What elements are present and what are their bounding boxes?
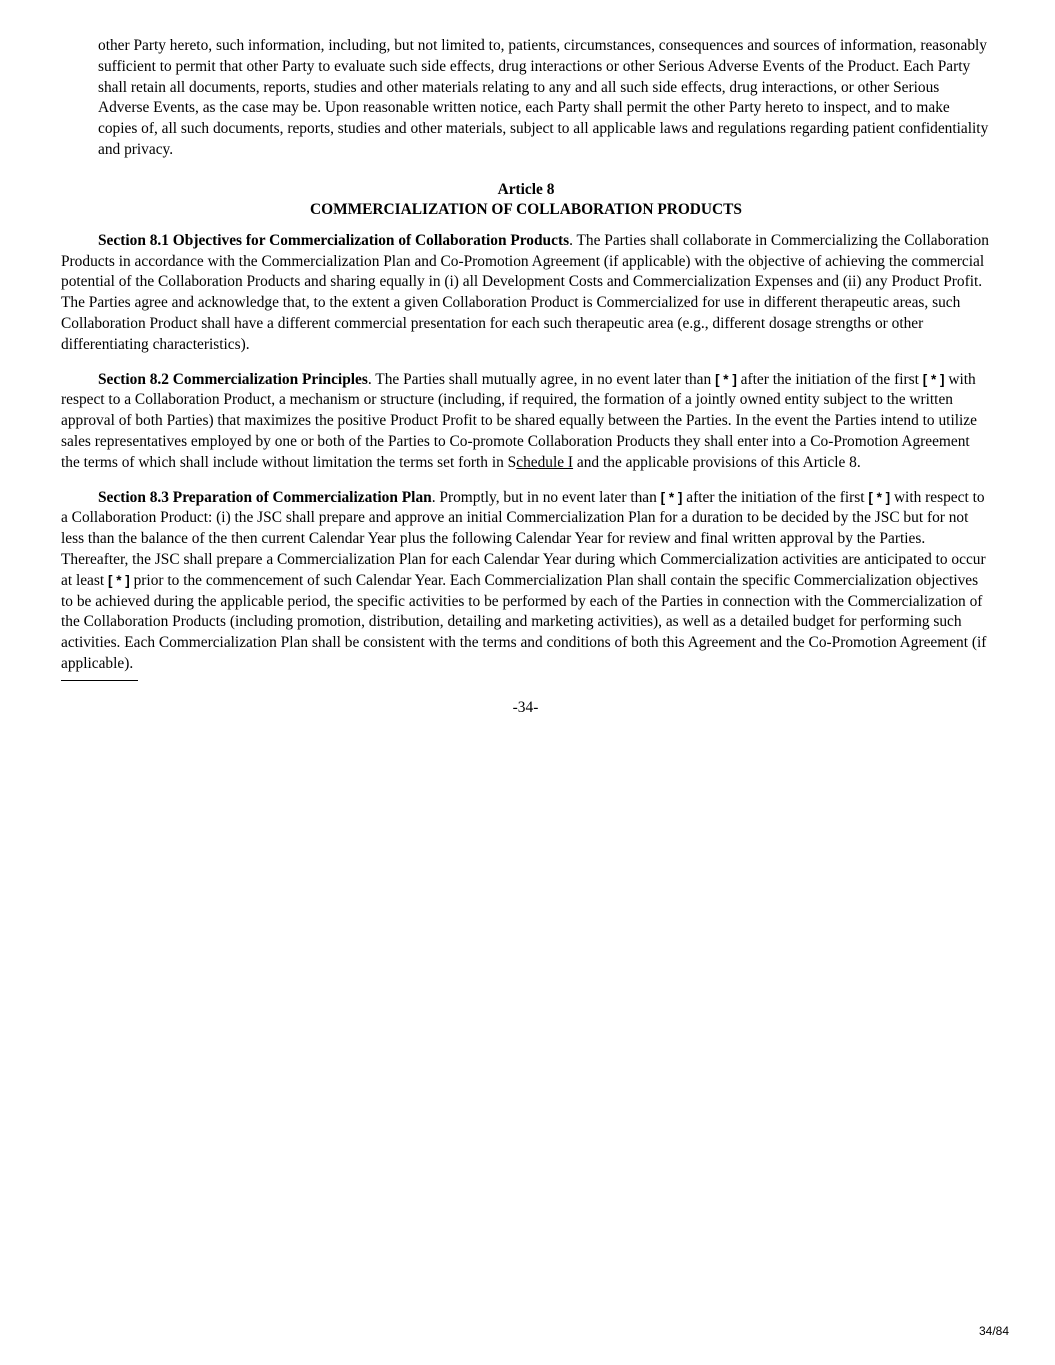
redaction-mark: [ * ] bbox=[108, 572, 130, 588]
section-8-3 bbox=[61, 488, 991, 675]
section-heading: Section 8.2 Commercialization Principles bbox=[98, 370, 368, 388]
section-heading: Section 8.1 Objectives for Commercialization of Collaboration Products bbox=[98, 231, 570, 249]
continuation-paragraph: other Party hereto, such information, including, but not limited to, patients, circumstances, consequences and sources of information, reasonably sufficient to permit that other Party to evaluate such side effects, drug interactions or other Serious Adverse Events of the Product. Each Party shall retain all documents, reports, studies and other materials relating to any and all such side effects, drug interactions, or other Serious Adverse Events, as the case may be. Upon reasonable written notice, each Party shall permit the other Party hereto to inspect, and to make copies of, all such documents, reports, studies and other materials, subject to all applicable laws and regulations regarding patient confidentiality and privacy. bbox=[98, 37, 989, 158]
page-number: -34- bbox=[512, 698, 539, 716]
schedule-reference: chedule I bbox=[516, 453, 574, 471]
section-heading: Section 8.3 Preparation of Commercialization Plan bbox=[98, 488, 432, 506]
section-body: . Promptly, but in no event later than bbox=[431, 488, 661, 506]
section-body: with respect to a Collaboration Product: (i) the JSC shall prepare and approve an initial Commercialization Plan for a duration to be decided by the JSC but for not less than the balance of the then current Calendar Year plus the following Calendar Year for review and final written approval by the Parties. Thereafter, the JSC shall prepare a Commercialization Plan for each Calendar Year during which Commercialization activities are anticipated to occur at least bbox=[61, 488, 986, 589]
section-body: after the initiation of the first bbox=[682, 488, 869, 506]
article-number: Article 8 bbox=[497, 180, 555, 198]
section-8-1 bbox=[61, 231, 991, 356]
section-body: and the applicable provisions of this Article 8. bbox=[573, 453, 861, 471]
redaction-mark: [ * ] bbox=[922, 371, 945, 387]
pdf-page-counter: 34/84 bbox=[978, 1324, 1009, 1338]
redaction-mark: [ * ] bbox=[868, 489, 891, 505]
section-body: with respect to a Collaboration Product, a mechanism or structure (including, if required, the formation of a jointly owned entity subject to the written approval of both Parties) that maximizes the positive Product Profit to be shared equally between the Parties. In the event the Parties intend to utilize sales representatives employed by one or both of the Parties to Co-promote Collaboration Products they shall enter into a Co-Promotion Agreement the terms of which shall include without limitation the terms set forth in S bbox=[61, 370, 977, 471]
article-heading bbox=[61, 180, 991, 220]
document-page bbox=[61, 36, 991, 719]
footnote-divider bbox=[61, 680, 138, 681]
section-8-2 bbox=[61, 370, 991, 474]
section-body: after the initiation of the first bbox=[736, 370, 923, 388]
section-body: . The Parties shall collaborate in Commercializing the Collaboration Products in accordance with the Commercialization Plan and Co-Promotion Agreement (if applicable) with the objective of achieving the commercial potential of the Collaboration Products and sharing equally in (i) all Development Costs and Commercialization Expenses and (ii) any Product Profit. The Parties agree and acknowledge that, to the extent a given Collaboration Product is Commercialized for use in different therapeutic areas, such Collaboration Product shall have a different commercial presentation for each such therapeutic area (e.g., different dosage strengths or other differentiating characteristics). bbox=[61, 231, 989, 353]
redaction-mark: [ * ] bbox=[660, 489, 683, 505]
redaction-mark: [ * ] bbox=[715, 371, 737, 387]
section-body: . The Parties shall mutually agree, in no event later than bbox=[367, 370, 716, 388]
article-title: COMMERCIALIZATION OF COLLABORATION PRODUCTS bbox=[310, 200, 742, 218]
section-body: prior to the commencement of such Calendar Year. Each Commercialization Plan shall contain the specific Commercialization objectives to be achieved during the applicable period, the specific activities to be performed by each of the Parties in connection with the Commercialization of the Collaboration Products (including promotion, distribution, detailing and marketing activities), as well as a detailed budget for performing such activities. Each Commercialization Plan shall be consistent with the terms and conditions of both this Agreement and the Co-Promotion Agreement (if applicable). bbox=[61, 571, 987, 672]
